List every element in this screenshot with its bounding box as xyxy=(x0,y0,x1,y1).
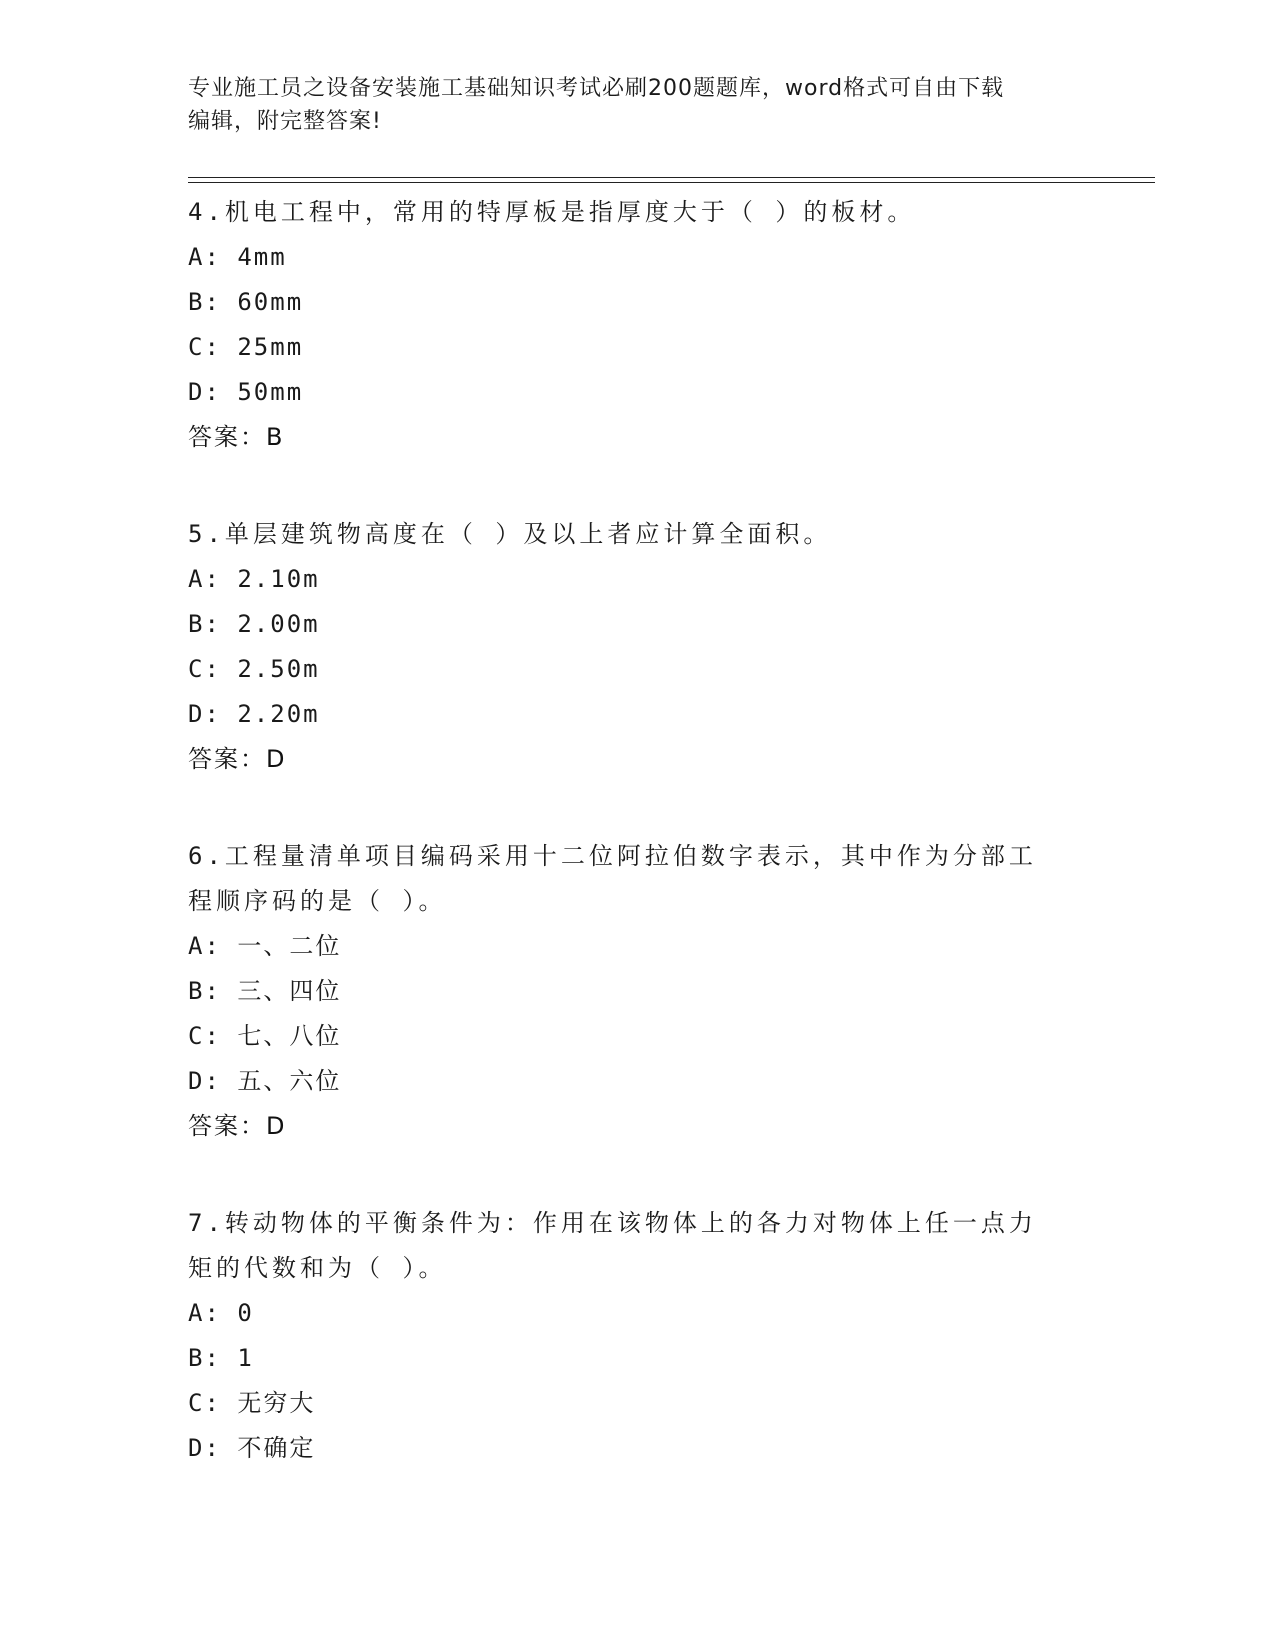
question-5 xyxy=(188,512,1088,782)
option-a: A: 2.10m xyxy=(188,565,320,593)
option-d: D: 50mm xyxy=(188,378,304,406)
header-divider-bottom xyxy=(188,182,1155,183)
question-6 xyxy=(188,834,1088,1149)
option-a: A: 一、二位 xyxy=(188,932,342,960)
question-stem: 4.机电工程中，常用的特厚板是指厚度大于（ ）的板材。 xyxy=(188,198,916,226)
question-stem: 5.单层建筑物高度在（ ）及以上者应计算全面积。 xyxy=(188,520,832,548)
answer-line: 答案：D xyxy=(188,745,287,773)
header-divider-top xyxy=(188,177,1155,178)
header-title-line-2: 编辑，附完整答案! xyxy=(188,109,382,134)
option-c: C: 七、八位 xyxy=(188,1022,342,1050)
option-b: B: 2.00m xyxy=(188,610,320,638)
question-stem-line-1: 6.工程量清单项目编码采用十二位阿拉伯数字表示，其中作为分部工 xyxy=(188,842,1037,870)
question-stem-line-2: 程顺序码的是（ ）。 xyxy=(188,887,447,915)
option-a: A: 0 xyxy=(188,1299,254,1327)
question-stem-line-1: 7.转动物体的平衡条件为：作用在该物体上的各力对物体上任一点力 xyxy=(188,1209,1037,1237)
option-c: C: 2.50m xyxy=(188,655,320,683)
question-list xyxy=(188,190,1088,1523)
question-4 xyxy=(188,190,1088,460)
option-c: C: 25mm xyxy=(188,333,304,361)
answer-line: 答案：B xyxy=(188,423,285,451)
option-d: D: 2.20m xyxy=(188,700,320,728)
option-c: C: 无穷大 xyxy=(188,1389,316,1417)
option-b: B: 1 xyxy=(188,1344,254,1372)
option-b: B: 60mm xyxy=(188,288,304,316)
answer-line: 答案：D xyxy=(188,1112,287,1140)
option-b: B: 三、四位 xyxy=(188,977,342,1005)
question-7 xyxy=(188,1201,1088,1471)
document-header xyxy=(188,72,1088,138)
header-title-line-1: 专业施工员之设备安装施工基础知识考试必刷200题题库，word格式可自由下载 xyxy=(188,76,1005,101)
option-a: A: 4mm xyxy=(188,243,287,271)
option-d: D: 五、六位 xyxy=(188,1067,342,1095)
question-stem-line-2: 矩的代数和为（ ）。 xyxy=(188,1254,447,1282)
option-d: D: 不确定 xyxy=(188,1434,316,1462)
